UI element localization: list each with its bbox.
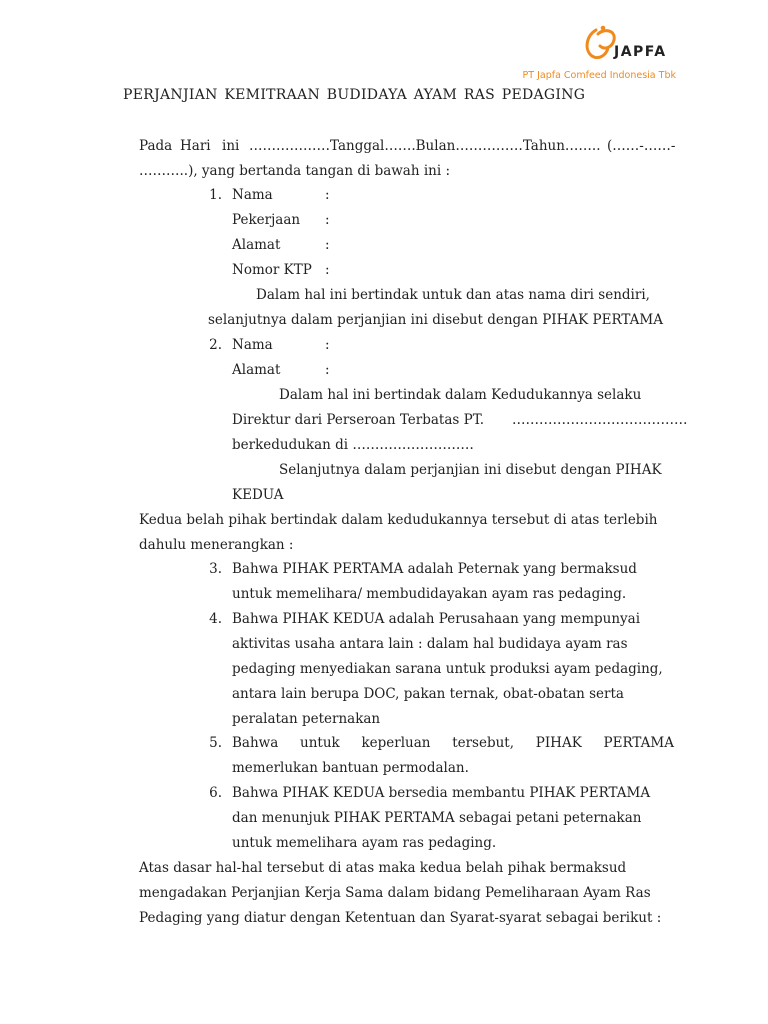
point-3-line-1: Bahwa PIHAK PERTAMA adalah Peternak yang bermaksud [232, 561, 637, 577]
party2-statement-line-5: KEDUA [232, 487, 284, 503]
point-3-line-2: untuk memelihara/ membudidayakan ayam ras pedaging. [232, 586, 627, 602]
closing-line-3: Pedaging yang diatur dengan Ketentuan dan Syarat-syarat sebagai berikut : [139, 910, 662, 926]
point-number: 6. [209, 785, 222, 801]
party2-label-nama: Nama [232, 337, 273, 353]
point-6-line-2: dan menunjuk PIHAK PERTAMA sebagai petani peternakan [232, 810, 642, 826]
company-name: PT Japfa Comfeed Indonesia Tbk [522, 70, 676, 81]
opening-word-ini: ini [222, 138, 240, 154]
party1-number: 1. [209, 187, 222, 203]
intro-line-2: dahulu menerangkan : [139, 537, 294, 553]
point-6-line-3: untuk memelihara ayam ras pedaging. [232, 835, 497, 851]
point-6-line-1: Bahwa PIHAK KEDUA bersedia membantu PIHAK PERTAMA [232, 785, 651, 801]
opening-word-hari: Hari [180, 138, 211, 154]
party2-statement-line-2a: Direktur dari Perseroan Terbatas PT. [232, 412, 485, 428]
point-4-line-4: antara lain berupa DOC, pakan ternak, obat-obatan serta [232, 686, 624, 702]
opening-word-pada: Pada [139, 138, 173, 154]
party1-statement-line-2: selanjutnya dalam perjanjian ini disebut dengan PIHAK PERTAMA [208, 312, 663, 328]
party1-colon-alamat: : [325, 237, 330, 253]
point-4-line-3: pedaging menyediakan sarana untuk produksi ayam pedaging, [232, 661, 663, 677]
party1-colon-ktp: : [325, 262, 330, 278]
point-4-line-5: peralatan peternakan [232, 711, 381, 727]
party1-statement-line-1: Dalam hal ini bertindak untuk dan atas nama diri sendiri, [256, 287, 650, 303]
opening-date-blank: ………………Tanggal…….Bulan……………Tahun…….. [249, 138, 601, 154]
point-5-line-1: Bahwa untuk keperluan tersebut, PIHAK PERTAMA [232, 735, 674, 751]
party1-label-alamat: Alamat [232, 237, 281, 253]
point-number: 4. [209, 611, 222, 627]
point-5-line-2: memerlukan bantuan permodalan. [232, 760, 469, 776]
point-4-line-1: Bahwa PIHAK KEDUA adalah Perusahaan yang mempunyai [232, 611, 641, 627]
party1-label-ktp: Nomor KTP [232, 262, 312, 278]
party2-statement-line-1: Dalam hal ini bertindak dalam Kedudukannya selaku [279, 387, 642, 403]
opening-line-2: ………..), yang bertanda tangan di bawah ini : [139, 163, 451, 179]
document-title: PERJANJIAN KEMITRAAN BUDIDAYA AYAM RAS PEDAGING [123, 87, 586, 103]
point-4-line-2: aktivitas usaha antara lain : dalam hal budidaya ayam ras [232, 636, 628, 652]
party1-label-nama: Nama [232, 187, 273, 203]
party1-colon-nama: : [325, 187, 330, 203]
party1-label-pekerjaan: Pekerjaan [232, 212, 301, 228]
party2-colon-alamat: : [325, 362, 330, 378]
closing-line-2: mengadakan Perjanjian Kerja Sama dalam bidang Pemeliharaan Ayam Ras [139, 885, 651, 901]
closing-line-1: Atas dasar hal-hal tersebut di atas maka kedua belah pihak bermaksud [139, 860, 627, 876]
party2-label-alamat: Alamat [232, 362, 281, 378]
party2-number: 2. [209, 337, 222, 353]
logo-wordmark: JAPFA [614, 44, 667, 60]
point-number: 3. [209, 561, 222, 577]
party2-statement-line-2b: ………………………………… [512, 412, 688, 428]
party2-statement-line-3: berkedudukan di ……………………… [232, 437, 474, 453]
party1-colon-pekerjaan: : [325, 212, 330, 228]
intro-line-1: Kedua belah pihak bertindak dalam kedudukannya tersebut di atas terlebih [139, 512, 658, 528]
point-number: 5. [209, 735, 222, 751]
party2-colon-nama: : [325, 337, 330, 353]
party2-statement-line-4: Selanjutnya dalam perjanjian ini disebut dengan PIHAK [279, 462, 662, 478]
opening-date-numeric: (……-……- [607, 138, 676, 154]
